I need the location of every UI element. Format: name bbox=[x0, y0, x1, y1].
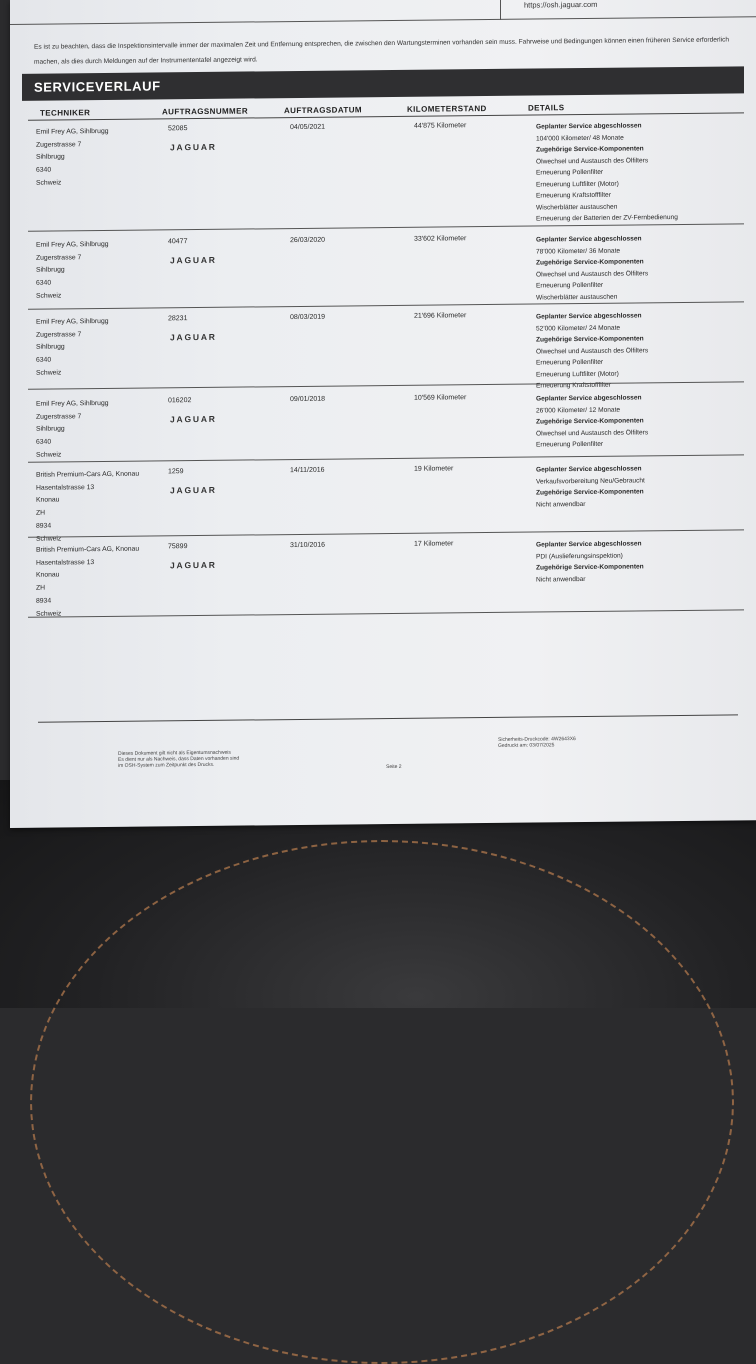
technician-line: Sihlbrugg bbox=[36, 153, 65, 162]
col-header-kilometerstand: KILOMETERSTAND bbox=[407, 104, 487, 114]
technician-line: Schweiz bbox=[36, 292, 62, 300]
table-row bbox=[28, 462, 744, 543]
order-date: 04/05/2021 bbox=[290, 123, 326, 132]
technician-address bbox=[36, 398, 109, 462]
mileage: 10'569 Kilometer bbox=[414, 394, 467, 402]
footer-codes bbox=[498, 736, 576, 749]
jaguar-logo: JAGUAR bbox=[170, 413, 217, 425]
technician-line: Zugerstrasse 7 bbox=[36, 412, 82, 421]
mileage: 17 Kilometer bbox=[414, 540, 454, 548]
print-date: Gedruckt am: 03/07/2025 bbox=[498, 742, 555, 749]
col-header-techniker: TECHNIKER bbox=[40, 108, 91, 118]
detail-line: Ölwechsel und Austausch des Ölfilters bbox=[536, 346, 649, 355]
technician-line: ZH bbox=[36, 509, 46, 517]
order-number: 28231 bbox=[168, 315, 188, 323]
table-row bbox=[28, 232, 744, 301]
order-number: 1259 bbox=[168, 468, 184, 476]
detail-line: Zugehörige Service-Komponenten bbox=[536, 335, 644, 344]
row-divider bbox=[28, 301, 744, 309]
technician-line: Emil Frey AG, Sihlbrugg bbox=[36, 240, 109, 249]
technician-address bbox=[36, 239, 109, 303]
technician-line: Zugerstrasse 7 bbox=[36, 140, 82, 149]
detail-line: Zugehörige Service-Komponenten bbox=[536, 145, 644, 154]
disclaimer-line: im OSH-System zum Zeitpunkt des Drucks. bbox=[118, 761, 215, 769]
detail-line: Erneuerung der Batterien der ZV-Fernbedienung bbox=[536, 214, 678, 223]
header-box bbox=[10, 0, 501, 25]
detail-line: Verkaufsvorbereitung Neu/Gebraucht bbox=[536, 476, 645, 485]
service-details bbox=[536, 120, 678, 225]
detail-line: 78'000 Kilometer/ 36 Monate bbox=[536, 247, 621, 255]
detail-line: Erneuerung Kraftstofffilter bbox=[536, 191, 611, 200]
jaguar-logo: JAGUAR bbox=[170, 141, 217, 153]
service-details bbox=[536, 463, 645, 510]
order-date: 31/10/2016 bbox=[290, 541, 326, 550]
jaguar-logo: JAGUAR bbox=[170, 254, 217, 266]
detail-line: Nicht anwendbar bbox=[536, 500, 586, 508]
detail-line: Geplanter Service abgeschlossen bbox=[536, 465, 642, 474]
technician-line: ZH bbox=[36, 584, 46, 592]
section-header-bar bbox=[22, 66, 744, 101]
detail-line: Erneuerung Pollenfilter bbox=[536, 168, 604, 177]
order-number: 016202 bbox=[168, 397, 192, 405]
technician-line: Zugerstrasse 7 bbox=[36, 253, 82, 262]
detail-line: Wischerblätter austauschen bbox=[536, 203, 618, 211]
security-code: Sicherheits-Druckcode: 4W2643X6 bbox=[498, 736, 576, 743]
technician-line: Schweiz bbox=[36, 534, 62, 543]
order-number: 52085 bbox=[168, 125, 188, 133]
mileage: 33'602 Kilometer bbox=[414, 235, 467, 243]
technician-line: Sihlbrugg bbox=[36, 343, 65, 352]
jaguar-logo: JAGUAR bbox=[170, 484, 217, 496]
technician-line: Emil Frey AG, Sihlbrugg bbox=[36, 317, 109, 326]
header-rule bbox=[500, 16, 756, 20]
technician-address bbox=[36, 126, 109, 190]
mileage: 44'875 Kilometer bbox=[414, 122, 467, 130]
detail-line: Geplanter Service abgeschlossen bbox=[536, 540, 642, 549]
detail-line: Ölwechsel und Austausch des Ölfilters bbox=[536, 269, 649, 278]
technician-line: British Premium-Cars AG, Knonau bbox=[36, 470, 140, 479]
detail-line: Geplanter Service abgeschlossen bbox=[536, 235, 642, 244]
mileage: 21'696 Kilometer bbox=[414, 312, 467, 320]
technician-line: Schweiz bbox=[36, 451, 62, 459]
technician-line: 6340 bbox=[36, 279, 52, 287]
detail-line: 104'000 Kilometer/ 48 Monate bbox=[536, 134, 624, 142]
technician-address bbox=[36, 544, 139, 621]
jaguar-logo: JAGUAR bbox=[170, 331, 217, 343]
order-number: 75899 bbox=[168, 543, 188, 551]
page-number: Seite 2 bbox=[386, 763, 402, 771]
detail-line: Erneuerung Luftfilter (Motor) bbox=[536, 180, 619, 188]
detail-line: PDI (Auslieferungsinspektion) bbox=[536, 552, 623, 560]
technician-line: 8934 bbox=[36, 597, 52, 605]
service-history-page bbox=[10, 0, 756, 828]
detail-line: Erneuerung Pollenfilter bbox=[536, 440, 604, 449]
order-date: 09/01/2018 bbox=[290, 395, 326, 404]
technician-line: Knonau bbox=[36, 496, 60, 505]
detail-line: Erneuerung Pollenfilter bbox=[536, 281, 604, 290]
mileage: 19 Kilometer bbox=[414, 465, 454, 473]
technician-line: 8934 bbox=[36, 522, 52, 530]
disclaimer-line: Es dient nur als Nachweis, dass Daten vorhanden sind bbox=[118, 755, 240, 763]
technician-line: Sihlbrugg bbox=[36, 425, 65, 434]
technician-line: Emil Frey AG, Sihlbrugg bbox=[36, 399, 109, 408]
detail-line: 52'000 Kilometer/ 24 Monate bbox=[536, 324, 621, 332]
technician-line: Knonau bbox=[36, 571, 60, 580]
service-details bbox=[536, 310, 648, 392]
technician-line: 6340 bbox=[36, 356, 52, 364]
section-title: SERVICEVERLAUF bbox=[34, 78, 161, 95]
jaguar-logo: JAGUAR bbox=[170, 559, 217, 571]
order-date: 14/11/2016 bbox=[290, 466, 325, 475]
detail-line: Zugehörige Service-Komponenten bbox=[536, 488, 644, 497]
detail-line: Geplanter Service abgeschlossen bbox=[536, 122, 642, 131]
order-date: 08/03/2019 bbox=[290, 313, 326, 322]
detail-line: Nicht anwendbar bbox=[536, 575, 586, 583]
technician-address bbox=[36, 469, 139, 546]
row-divider bbox=[28, 223, 744, 231]
technician-line: Hasentalstrasse 13 bbox=[36, 558, 95, 567]
jaguar-url[interactable]: https://osh.jaguar.com bbox=[524, 0, 598, 10]
detail-line: Zugehörige Service-Komponenten bbox=[536, 417, 644, 426]
detail-line: 26'000 Kilometer/ 12 Monate bbox=[536, 406, 621, 414]
service-details bbox=[536, 392, 648, 451]
technician-line: 6340 bbox=[36, 438, 52, 446]
detail-line: Ölwechsel und Austausch des Ölfilters bbox=[536, 428, 649, 437]
technician-line: Sihlbrugg bbox=[36, 266, 65, 275]
service-details bbox=[536, 233, 648, 303]
technician-line: Schweiz bbox=[36, 179, 62, 187]
technician-line: Hasentalstrasse 13 bbox=[36, 483, 95, 492]
footer-disclaimer bbox=[118, 750, 239, 769]
table-row bbox=[28, 119, 744, 223]
technician-line: Schweiz bbox=[36, 369, 62, 377]
seat-stitching bbox=[30, 840, 734, 1364]
technician-address bbox=[36, 316, 109, 380]
detail-line: Erneuerung Kraftstofffilter bbox=[536, 381, 611, 390]
technician-line: Emil Frey AG, Sihlbrugg bbox=[36, 127, 109, 136]
detail-line: Zugehörige Service-Komponenten bbox=[536, 258, 644, 267]
detail-line: Geplanter Service abgeschlossen bbox=[536, 394, 642, 403]
order-number: 40477 bbox=[168, 238, 188, 246]
table-row bbox=[28, 391, 744, 459]
detail-line: Zugehörige Service-Komponenten bbox=[536, 563, 644, 572]
table-row bbox=[28, 309, 744, 390]
service-details bbox=[536, 538, 644, 585]
detail-line: Geplanter Service abgeschlossen bbox=[536, 312, 642, 321]
technician-line: Zugerstrasse 7 bbox=[36, 330, 82, 339]
detail-line: Erneuerung Pollenfilter bbox=[536, 358, 604, 367]
intro-text: Es ist zu beachten, dass die Inspektionsintervalle immer der maximalen Zeit und Entfernung entsprechen, die zwischen den Wartungsterminen vorhanden sein muss. Fahrweise und Bedingungen können einen früheren Service erforderlich machen, als dies durch Meldungen auf der Instrumententafel angezeigt wird. bbox=[34, 36, 730, 66]
row-divider bbox=[28, 454, 744, 462]
col-header-details: DETAILS bbox=[528, 103, 565, 113]
col-header-auftragsnummer: AUFTRAGSNUMMER bbox=[162, 106, 249, 117]
disclaimer-line: Dieses Dokument gilt nicht als Eigentumsnachweis bbox=[118, 749, 231, 757]
detail-line: Wischerblätter austauschen bbox=[536, 293, 618, 301]
order-date: 26/03/2020 bbox=[290, 236, 326, 245]
technician-line: 6340 bbox=[36, 166, 52, 174]
detail-line: Ölwechsel und Austausch des Ölfilters bbox=[536, 156, 649, 165]
technician-line: British Premium-Cars AG, Knonau bbox=[36, 545, 140, 554]
footer-rule bbox=[38, 714, 738, 722]
col-header-auftragsdatum: AUFTRAGSDATUM bbox=[284, 105, 362, 116]
detail-line: Erneuerung Luftfilter (Motor) bbox=[536, 370, 619, 378]
technician-line: Schweiz bbox=[36, 609, 62, 618]
